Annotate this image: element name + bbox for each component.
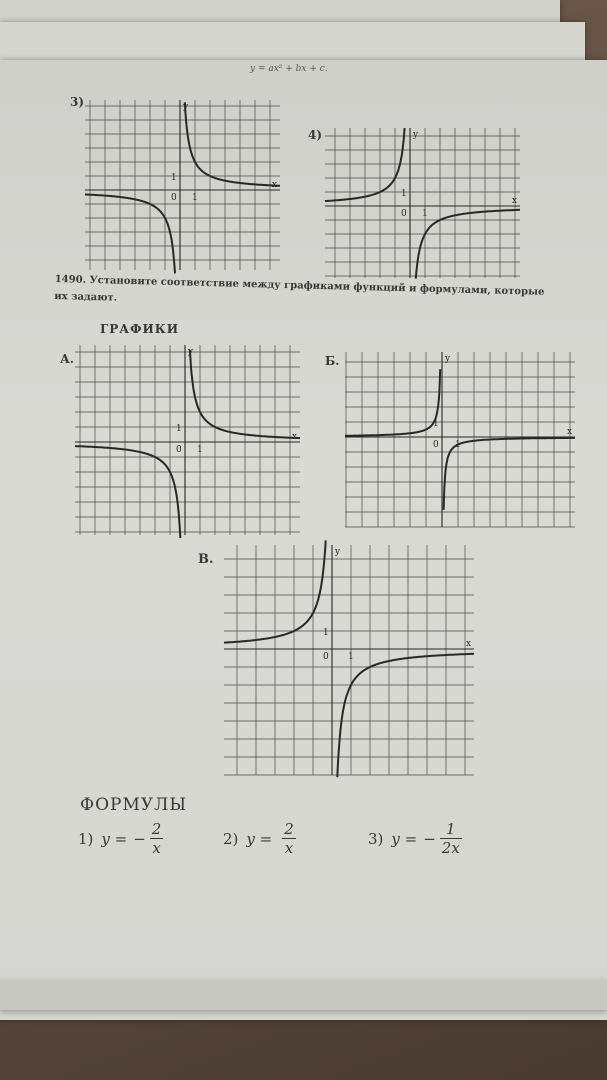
tick-zero: 0: [401, 209, 407, 219]
formula-lhs: y =: [391, 829, 418, 848]
formula-3: [368, 820, 462, 857]
problem-number: 1490.: [54, 273, 87, 286]
denominator: x: [284, 839, 294, 857]
tick-zero: 0: [433, 440, 439, 450]
denominator: x: [152, 839, 161, 857]
graph-3: [85, 100, 280, 270]
page-edge: [0, 980, 607, 1010]
formula-lhs: y =: [101, 829, 128, 848]
tick-one-x: 1: [455, 440, 461, 450]
tick-one-x: 1: [348, 652, 354, 662]
y-axis-label: y: [183, 102, 189, 112]
graph-label-a: А.: [60, 352, 74, 366]
tick-zero: 0: [323, 652, 329, 662]
x-axis-label: x: [512, 196, 518, 206]
formula-fraction: [440, 820, 462, 857]
graph-4: [325, 128, 520, 278]
numerator: 2: [284, 820, 294, 838]
tick-zero: 0: [176, 445, 182, 455]
formula-lhs: y =: [246, 829, 273, 848]
numerator: 2: [151, 820, 162, 838]
curve-branch-right: [444, 438, 575, 510]
formula-fraction: [282, 820, 296, 857]
tick-one-x: 1: [192, 193, 198, 203]
curve-branch-right: [337, 654, 474, 777]
tick-one-y: 1: [433, 419, 439, 429]
graph-a: [75, 345, 300, 535]
problem-text: Установите соответствие между графиками функций и формулами, которые их задают.: [54, 274, 545, 304]
grid: [325, 128, 520, 278]
formula-number: 1): [78, 829, 94, 848]
y-axis-label: y: [188, 347, 194, 357]
tick-one-x: 1: [197, 445, 203, 455]
formulas-list: [78, 820, 558, 880]
graph-label-v: В.: [198, 552, 214, 567]
curve-branch-left: [75, 446, 180, 538]
y-axis-label: y: [335, 547, 341, 557]
x-axis-label: x: [272, 180, 278, 190]
tick-zero: 0: [171, 193, 177, 203]
grid: [75, 345, 300, 535]
tick-one-y: 1: [401, 189, 407, 199]
formula-1: [78, 820, 163, 857]
graph-label-4: 4): [308, 128, 323, 142]
curve-branch-left: [85, 194, 175, 273]
x-axis-label: x: [292, 432, 298, 442]
formula-number: 2): [223, 829, 239, 848]
top-formula: y = ax² + bx + c.: [250, 64, 328, 74]
formula-sign: −: [423, 829, 436, 848]
x-axis-label: x: [466, 639, 472, 649]
tick-one-y: 1: [176, 424, 182, 434]
graph-label-b: Б.: [325, 354, 340, 368]
graph-b: [345, 352, 575, 527]
formula-fraction: [150, 820, 164, 857]
formula-number: 3): [368, 829, 384, 848]
graphs-heading: ГРАФИКИ: [100, 322, 180, 336]
numerator: 1: [446, 820, 456, 838]
tick-one-x: 1: [422, 209, 428, 219]
formula-sign: −: [133, 829, 146, 848]
curve-branch-right: [185, 102, 280, 186]
tick-one-y: 1: [171, 173, 177, 183]
x-axis-label: x: [567, 427, 573, 437]
tick-one-y: 1: [323, 628, 329, 638]
denominator: 2x: [441, 839, 460, 857]
formula-2: [223, 820, 296, 857]
y-axis-label: y: [413, 130, 419, 140]
y-axis-label: y: [445, 354, 451, 364]
graph-v: [224, 545, 474, 775]
formulas-heading: ФОРМУЛЫ: [80, 795, 188, 815]
graph-label-3: 3): [70, 95, 85, 109]
